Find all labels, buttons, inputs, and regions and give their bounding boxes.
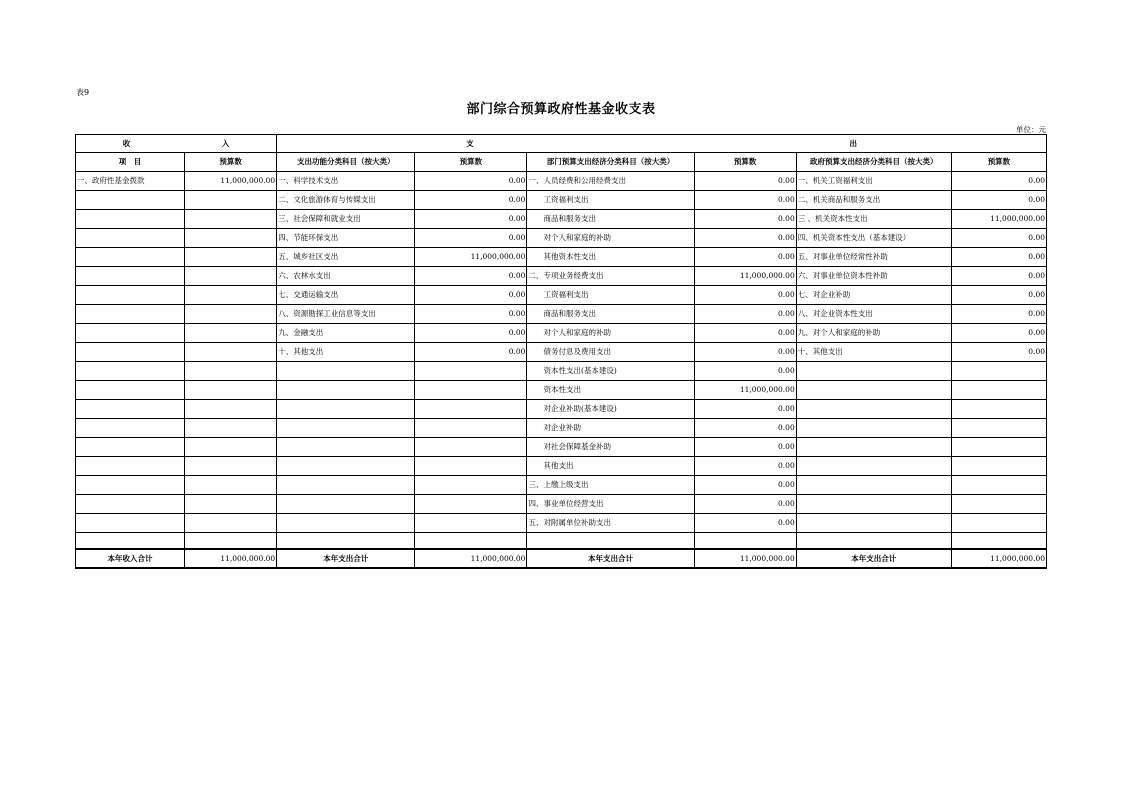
table-cell-c4: 0.00 xyxy=(415,191,527,210)
table-cell-c6: 0.00 xyxy=(694,438,796,457)
col-header-budget: 预算数 xyxy=(185,153,277,172)
table-cell-c7: 一、机关工资福利支出 xyxy=(796,172,951,191)
table-cell-c6: 0.00 xyxy=(694,362,796,381)
column-header-row xyxy=(76,153,1047,172)
table-cell-c8: 0.00 xyxy=(951,229,1046,248)
table-cell-c5: 五、对附属单位补助支出 xyxy=(527,514,694,533)
table-cell-c4: 0.00 xyxy=(415,172,527,191)
table-cell-c3 xyxy=(277,438,415,457)
table-cell-c3: 一、科学技术支出 xyxy=(277,172,415,191)
table-row xyxy=(76,229,1047,248)
table-cell-c2 xyxy=(185,362,277,381)
table-cell-c4 xyxy=(415,381,527,400)
budget-table xyxy=(75,134,1047,569)
table-cell-c2 xyxy=(185,476,277,495)
table-cell-c1 xyxy=(76,457,185,476)
table-cell-c6: 0.00 xyxy=(694,495,796,514)
table-cell-c3: 七、交通运输支出 xyxy=(277,286,415,305)
expense-group-char-2: 出 xyxy=(849,138,858,148)
table-cell-c2 xyxy=(185,514,277,533)
table-cell-c3: 八、资源勘探工业信息等支出 xyxy=(277,305,415,324)
table-cell-c2 xyxy=(185,191,277,210)
table-cell-c5: 债务付息及费用支出 xyxy=(527,343,694,362)
table-cell-c6: 0.00 xyxy=(694,229,796,248)
table-cell-c2 xyxy=(185,495,277,514)
table-cell-c4: 0.00 xyxy=(415,229,527,248)
table-cell-c1 xyxy=(76,267,185,286)
table-cell-c7: 七、对企业补助 xyxy=(796,286,951,305)
table-cell-c4 xyxy=(415,438,527,457)
table-cell-c2 xyxy=(185,381,277,400)
table-cell-c3: 三、社会保障和就业支出 xyxy=(277,210,415,229)
table-row xyxy=(76,438,1047,457)
table-cell-c6: 0.00 xyxy=(694,324,796,343)
table-row xyxy=(76,419,1047,438)
table-cell-c8: 0.00 xyxy=(951,267,1046,286)
col-header-budget: 预算数 xyxy=(694,153,796,172)
table-cell-c7: 三 、机关资本性支出 xyxy=(796,210,951,229)
table-cell-c7 xyxy=(796,381,951,400)
table-row xyxy=(76,210,1047,229)
table-cell-c4: 0.00 xyxy=(415,305,527,324)
table-cell-c3 xyxy=(277,381,415,400)
table-row xyxy=(76,248,1047,267)
table-cell-c5: 资本性支出(基本建设) xyxy=(527,362,694,381)
table-row xyxy=(76,191,1047,210)
table-cell-c4: 0.00 xyxy=(415,324,527,343)
table-cell-c2 xyxy=(185,248,277,267)
totals-row xyxy=(76,549,1047,568)
table-cell-c6: 0.00 xyxy=(694,400,796,419)
income-group-header xyxy=(76,135,277,153)
table-cell-c3: 十、其他支出 xyxy=(277,343,415,362)
empty-cell xyxy=(415,533,527,550)
table-cell-c7 xyxy=(796,514,951,533)
table-cell-c1 xyxy=(76,229,185,248)
income-total-label: 本年收入合计 xyxy=(76,549,185,568)
table-cell-c7: 八、对企业资本性支出 xyxy=(796,305,951,324)
table-cell-c7 xyxy=(796,419,951,438)
empty-cell xyxy=(76,533,185,550)
table-cell-c7 xyxy=(796,495,951,514)
table-cell-c8: 0.00 xyxy=(951,172,1046,191)
table-cell-c8 xyxy=(951,381,1046,400)
table-cell-c1 xyxy=(76,438,185,457)
table-cell-c1 xyxy=(76,419,185,438)
table-cell-c4: 11,000,000.00 xyxy=(415,248,527,267)
table-cell-c5: 其他资本性支出 xyxy=(527,248,694,267)
table-cell-c5: 对企业补助(基本建设) xyxy=(527,400,694,419)
col-header-budget: 预算数 xyxy=(951,153,1046,172)
table-cell-c2 xyxy=(185,400,277,419)
spacer-row xyxy=(76,533,1047,550)
table-row xyxy=(76,400,1047,419)
table-cell-c5: 四、事业单位经营支出 xyxy=(527,495,694,514)
table-cell-c6: 0.00 xyxy=(694,172,796,191)
table-cell-c5: 对企业补助 xyxy=(527,419,694,438)
table-cell-c7 xyxy=(796,362,951,381)
functional-total-label: 本年支出合计 xyxy=(277,549,415,568)
table-cell-c2: 11,000,000.00 xyxy=(185,172,277,191)
expense-group-char-1: 支 xyxy=(466,138,474,148)
table-cell-c1 xyxy=(76,286,185,305)
table-cell-c7 xyxy=(796,476,951,495)
table-cell-c8: 0.00 xyxy=(951,305,1046,324)
table-cell-c2 xyxy=(185,286,277,305)
table-cell-c8: 0.00 xyxy=(951,286,1046,305)
table-cell-c8: 0.00 xyxy=(951,324,1046,343)
table-row xyxy=(76,267,1047,286)
table-cell-c3: 五、城乡社区支出 xyxy=(277,248,415,267)
table-cell-c1 xyxy=(76,191,185,210)
table-cell-c4 xyxy=(415,400,527,419)
table-cell-c7: 四、机关资本性支出（基本建设） xyxy=(796,229,951,248)
table-cell-c5: 商品和服务支出 xyxy=(527,305,694,324)
col-header-functional: 支出功能分类科目（按大类） xyxy=(277,153,415,172)
table-cell-c3: 九、金融支出 xyxy=(277,324,415,343)
table-cell-c6: 11,000,000.00 xyxy=(694,267,796,286)
table-row xyxy=(76,476,1047,495)
table-cell-c5: 工资福利支出 xyxy=(527,286,694,305)
table-cell-c6: 0.00 xyxy=(694,286,796,305)
table-cell-c8 xyxy=(951,495,1046,514)
gov-economic-total-label: 本年支出合计 xyxy=(796,549,951,568)
income-group-char-1: 收 xyxy=(122,138,131,148)
table-cell-c4 xyxy=(415,495,527,514)
table-cell-c3: 六、农林水支出 xyxy=(277,267,415,286)
gov-economic-total-value: 11,000,000.00 xyxy=(951,549,1046,568)
table-cell-c3 xyxy=(277,514,415,533)
table-row xyxy=(76,457,1047,476)
table-cell-c4 xyxy=(415,419,527,438)
table-cell-c1 xyxy=(76,305,185,324)
table-cell-c4 xyxy=(415,457,527,476)
table-cell-c7: 六、对事业单位资本性补助 xyxy=(796,267,951,286)
table-cell-c6: 0.00 xyxy=(694,248,796,267)
table-cell-c7 xyxy=(796,438,951,457)
table-row xyxy=(76,324,1047,343)
table-cell-c6: 0.00 xyxy=(694,191,796,210)
table-cell-c6: 0.00 xyxy=(694,210,796,229)
dept-economic-total-label: 本年支出合计 xyxy=(527,549,694,568)
table-row xyxy=(76,286,1047,305)
expense-group-header xyxy=(277,135,1047,153)
table-cell-c5: 三、上缴上级支出 xyxy=(527,476,694,495)
page-title: 部门综合预算政府性基金收支表 xyxy=(466,102,656,117)
table-cell-c6: 0.00 xyxy=(694,457,796,476)
table-cell-c7 xyxy=(796,400,951,419)
empty-cell xyxy=(694,533,796,550)
table-cell-c3: 二、文化旅游体育与传媒支出 xyxy=(277,191,415,210)
table-cell-c2 xyxy=(185,343,277,362)
table-row xyxy=(76,495,1047,514)
table-cell-c5: 资本性支出 xyxy=(527,381,694,400)
table-cell-c8: 11,000,000.00 xyxy=(951,210,1046,229)
dept-economic-total-value: 11,000,000.00 xyxy=(694,549,796,568)
table-cell-c1 xyxy=(76,362,185,381)
table-cell-c4 xyxy=(415,476,527,495)
table-row xyxy=(76,381,1047,400)
table-cell-c3: 四、节能环保支出 xyxy=(277,229,415,248)
table-cell-c1 xyxy=(76,514,185,533)
col-header-item: 项 目 xyxy=(76,153,185,172)
table-cell-c8 xyxy=(951,362,1046,381)
table-cell-c5: 对个人和家庭的补助 xyxy=(527,229,694,248)
table-cell-c6: 0.00 xyxy=(694,305,796,324)
table-cell-c5: 对社会保障基金补助 xyxy=(527,438,694,457)
table-cell-c2 xyxy=(185,419,277,438)
unit-label: 单位：元 xyxy=(1016,125,1046,134)
table-cell-c3 xyxy=(277,362,415,381)
table-cell-c8: 0.00 xyxy=(951,248,1046,267)
table-row xyxy=(76,305,1047,324)
table-cell-c3 xyxy=(277,495,415,514)
table-cell-c1 xyxy=(76,400,185,419)
table-number: 表9 xyxy=(76,88,90,97)
table-cell-c1 xyxy=(76,248,185,267)
table-cell-c5: 其他支出 xyxy=(527,457,694,476)
table-cell-c1: 一、政府性基金拨款 xyxy=(76,172,185,191)
col-header-budget: 预算数 xyxy=(415,153,527,172)
table-cell-c2 xyxy=(185,210,277,229)
table-cell-c8: 0.00 xyxy=(951,191,1046,210)
table-cell-c6: 0.00 xyxy=(694,514,796,533)
empty-cell xyxy=(796,533,951,550)
table-cell-c6: 11,000,000.00 xyxy=(694,381,796,400)
empty-cell xyxy=(185,533,277,550)
empty-cell xyxy=(277,533,415,550)
table-cell-c8 xyxy=(951,419,1046,438)
table-cell-c7: 二、机关商品和服务支出 xyxy=(796,191,951,210)
table-cell-c8 xyxy=(951,514,1046,533)
table-cell-c7 xyxy=(796,457,951,476)
table-cell-c1 xyxy=(76,381,185,400)
table-row xyxy=(76,362,1047,381)
table-cell-c4: 0.00 xyxy=(415,343,527,362)
table-cell-c6: 0.00 xyxy=(694,476,796,495)
table-cell-c2 xyxy=(185,305,277,324)
empty-cell xyxy=(951,533,1046,550)
table-cell-c2 xyxy=(185,457,277,476)
table-cell-c3 xyxy=(277,419,415,438)
col-header-gov-economic: 政府预算支出经济分类科目（按大类） xyxy=(796,153,951,172)
table-cell-c5: 商品和服务支出 xyxy=(527,210,694,229)
table-cell-c2 xyxy=(185,438,277,457)
table-cell-c1 xyxy=(76,324,185,343)
table-cell-c6: 0.00 xyxy=(694,419,796,438)
table-cell-c1 xyxy=(76,210,185,229)
functional-total-value: 11,000,000.00 xyxy=(415,549,527,568)
table-cell-c7: 九、对个人和家庭的补助 xyxy=(796,324,951,343)
table-cell-c2 xyxy=(185,267,277,286)
table-cell-c4: 0.00 xyxy=(415,267,527,286)
table-cell-c4: 0.00 xyxy=(415,210,527,229)
table-cell-c3 xyxy=(277,476,415,495)
table-cell-c7: 十、其他支出 xyxy=(796,343,951,362)
table-cell-c8 xyxy=(951,438,1046,457)
table-cell-c8 xyxy=(951,400,1046,419)
table-cell-c2 xyxy=(185,324,277,343)
table-cell-c7: 五、对事业单位经常性补助 xyxy=(796,248,951,267)
table-cell-c4: 0.00 xyxy=(415,286,527,305)
table-cell-c4 xyxy=(415,362,527,381)
table-cell-c8 xyxy=(951,476,1046,495)
empty-cell xyxy=(527,533,694,550)
table-row xyxy=(76,343,1047,362)
table-cell-c5: 工资福利支出 xyxy=(527,191,694,210)
table-cell-c5: 一、人员经费和公用经费支出 xyxy=(527,172,694,191)
income-total-value: 11,000,000.00 xyxy=(185,549,277,568)
table-cell-c6: 0.00 xyxy=(694,343,796,362)
table-row xyxy=(76,514,1047,533)
group-header-row xyxy=(76,135,1047,153)
table-cell-c1 xyxy=(76,476,185,495)
table-cell-c5: 二、专项业务经费支出 xyxy=(527,267,694,286)
table-cell-c3 xyxy=(277,457,415,476)
table-cell-c1 xyxy=(76,495,185,514)
table-cell-c8: 0.00 xyxy=(951,343,1046,362)
col-header-dept-economic: 部门预算支出经济分类科目（按大类） xyxy=(527,153,694,172)
table-cell-c2 xyxy=(185,229,277,248)
table-cell-c5: 对个人和家庭的补助 xyxy=(527,324,694,343)
table-cell-c8 xyxy=(951,457,1046,476)
income-group-char-2: 入 xyxy=(221,138,230,148)
table-row xyxy=(76,172,1047,191)
table-cell-c1 xyxy=(76,343,185,362)
table-cell-c3 xyxy=(277,400,415,419)
table-cell-c4 xyxy=(415,514,527,533)
